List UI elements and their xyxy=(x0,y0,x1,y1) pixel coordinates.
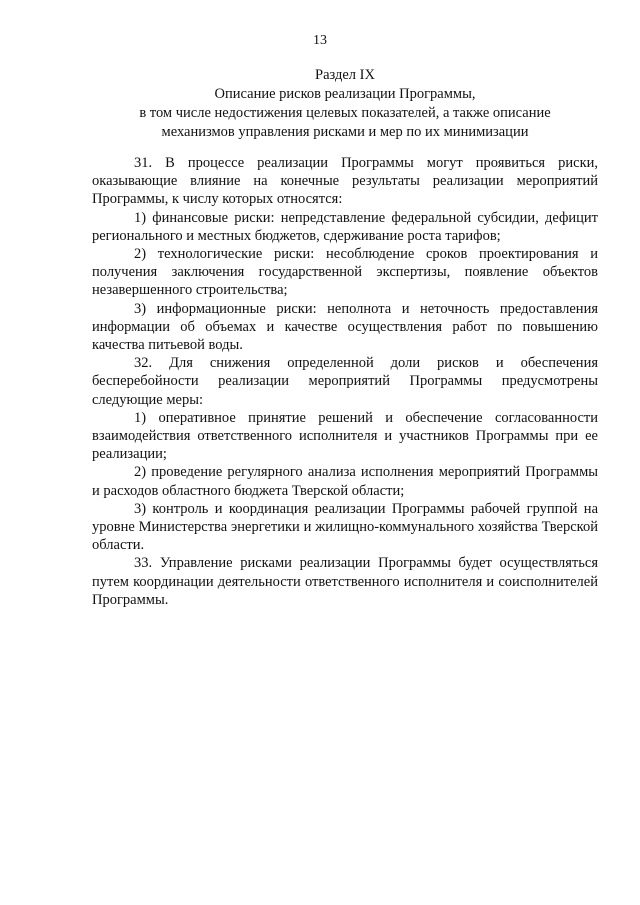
section-heading xyxy=(90,66,600,142)
paragraph-31-item-2: 2) технологические риски: несоблюдение сроков проектирования и получения заключения государственной экспертизы, появление объектов незавершенного строительства; xyxy=(92,246,598,299)
section-subtitle-line-3: механизмов управления рисками и мер по их минимизации xyxy=(161,124,529,140)
section-title: Раздел IX xyxy=(315,67,375,83)
page-number: 13 xyxy=(313,33,327,48)
paragraph-33: 33. Управление рисками реализации Программы будет осуществляться путем координации деятельности ответственного исполнителя и соисполнителей Программы. xyxy=(92,555,598,608)
section-subtitle-line-1: Описание рисков реализации Программы, xyxy=(214,86,476,102)
paragraph-31-item-3: 3) информационные риски: неполнота и неточность предоставления информации об объемах и качестве осуществления работ по повышению качества питьевой воды. xyxy=(92,300,598,354)
paragraph-32: 32. Для снижения определенной доли рисков и обеспечения бесперебойности реализации мероприятий Программы предусмотрены следующие меры: xyxy=(92,355,598,408)
paragraph-31: 31. В процессе реализации Программы могут проявиться риски, оказывающие влияние на конечные результаты реализации мероприятий Программы, к числу которых относятся: xyxy=(92,155,598,208)
paragraph-32-item-2: 2) проведение регулярного анализа исполнения мероприятий Программы и расходов областного бюджета Тверской области; xyxy=(92,464,598,499)
paragraph-31-item-1: 1) финансовые риски: непредставление федеральной субсидии, дефицит регионального и местных бюджетов, сдерживание роста тарифов; xyxy=(92,209,598,244)
section-subtitle-line-2: в том числе недостижения целевых показателей, а также описание xyxy=(139,105,551,121)
paragraph-32-item-3: 3) контроль и координация реализации Программы рабочей группой на уровне Министерства энергетики и жилищно-коммунального хозяйства Тверской области. xyxy=(92,500,598,554)
paragraph-32-item-1: 1) оперативное принятие решений и обеспечение согласованности взаимодействия ответственного исполнителя и участников Программы при ее реализации; xyxy=(92,409,598,463)
body-text xyxy=(92,154,598,609)
